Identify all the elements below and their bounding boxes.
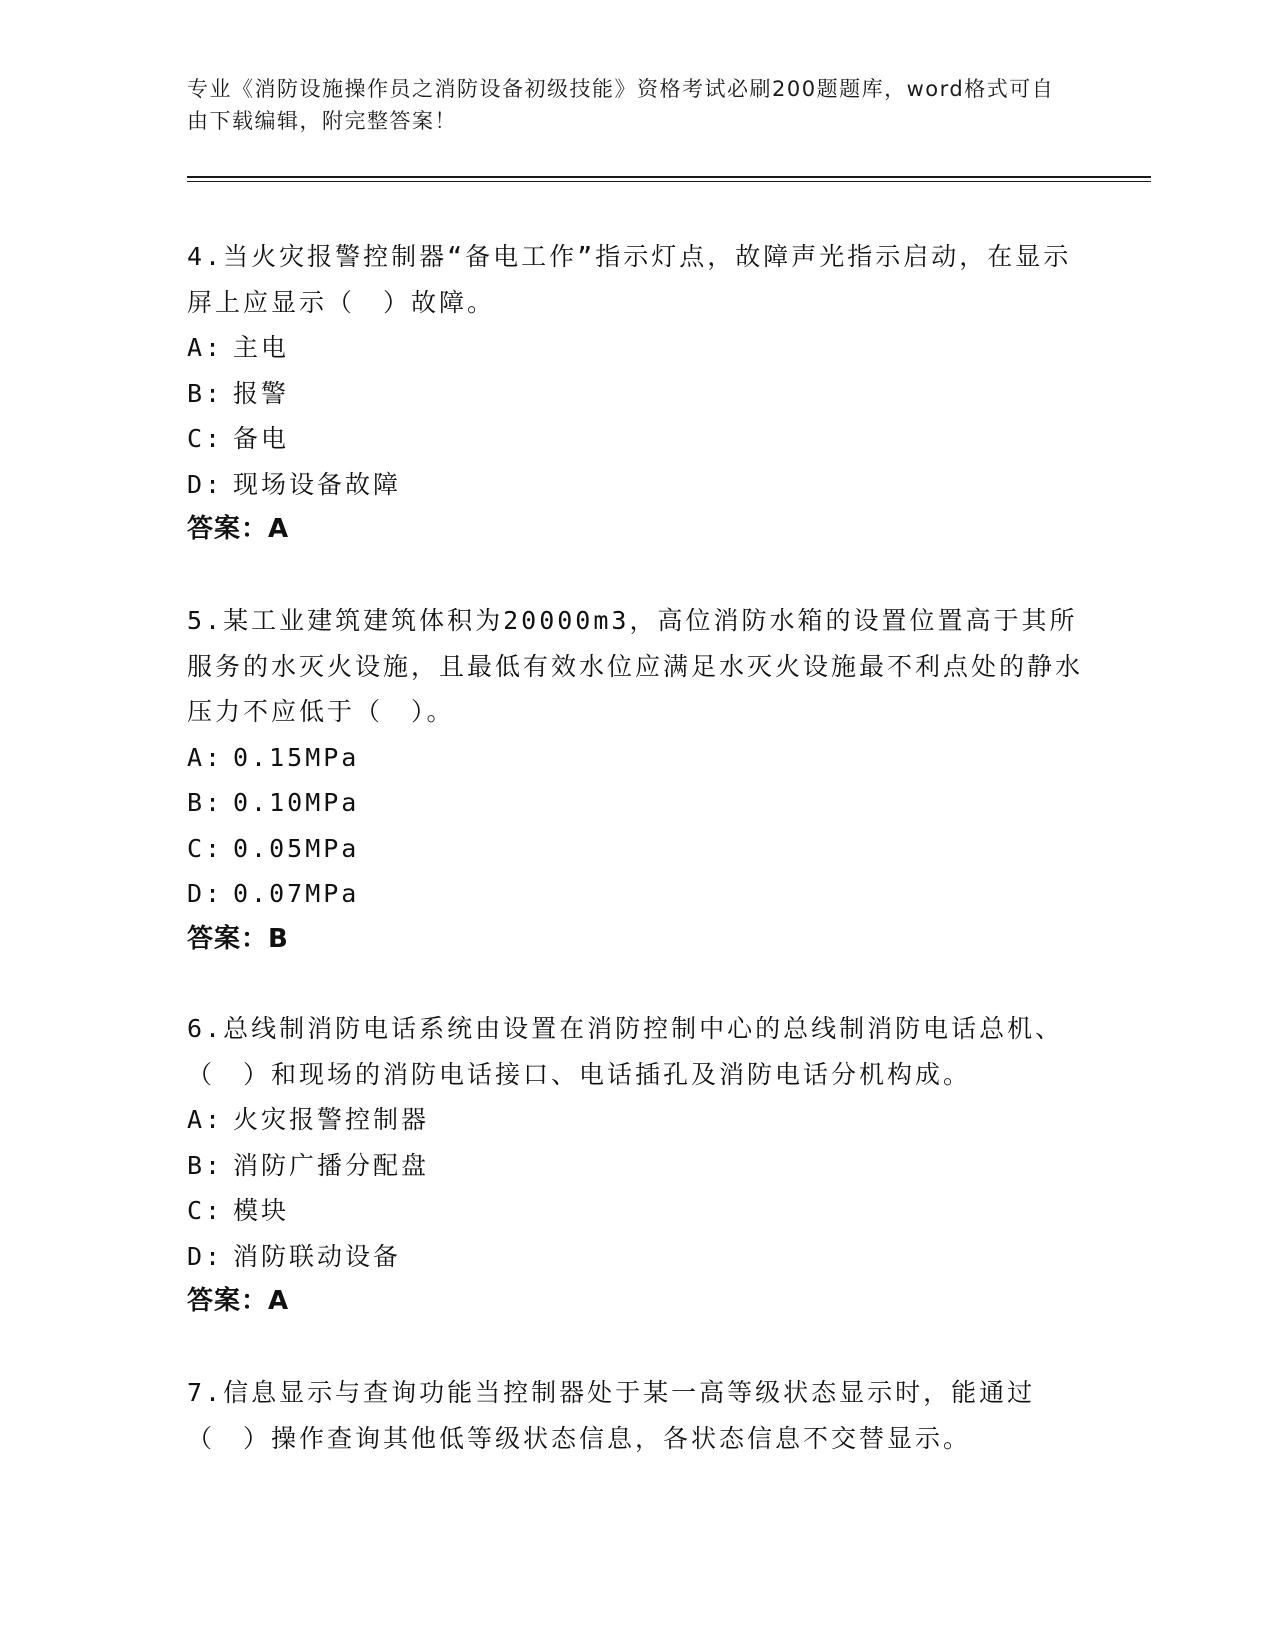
option-c — [187, 1188, 1087, 1234]
option-b — [187, 371, 1087, 417]
question-4 — [187, 234, 1087, 553]
question-stem: 4.当火灾报警控制器“备电工作”指示灯点，故障声光指示启动，在显示屏上应显示（ ）故障。 — [187, 242, 1072, 317]
option-letter: A: — [187, 333, 224, 362]
option-text: 0.10MPa — [233, 788, 360, 817]
option-d — [187, 871, 1087, 917]
option-a — [187, 1097, 1087, 1143]
option-b — [187, 1143, 1087, 1189]
option-a — [187, 325, 1087, 371]
option-b — [187, 780, 1087, 826]
option-letter: C: — [187, 1196, 224, 1225]
answer-line: 答案：B — [187, 923, 289, 954]
option-text: 火灾报警控制器 — [233, 1105, 430, 1134]
option-text: 报警 — [233, 378, 290, 408]
header-divider-thick — [187, 176, 1151, 178]
question-stem: 6.总线制消防电话系统由设置在消防控制中心的总线制消防电话总机、（ ）和现场的消防电话接口、电话插孔及消防电话分机构成。 — [187, 1014, 1064, 1089]
option-letter: A: — [187, 1105, 224, 1134]
answer-line: 答案：A — [187, 514, 290, 544]
question-stem: 7.信息显示与查询功能当控制器处于某一高等级状态显示时，能通过（ ）操作查询其他低等级状态信息，各状态信息不交替显示。 — [187, 1378, 1036, 1453]
question-stem: 5.某工业建筑建筑体积为20000m3，高位消防水箱的设置位置高于其所服务的水灭火设施，且最低有效水位应满足水灭火设施最不利点处的静水压力不应低于（ ）。 — [187, 606, 1084, 726]
option-text: 消防联动设备 — [233, 1241, 402, 1271]
option-letter: D: — [187, 879, 224, 908]
header-divider-thin — [187, 181, 1151, 182]
option-letter: B: — [187, 378, 224, 408]
option-letter: B: — [187, 788, 224, 817]
option-text: 现场设备故障 — [233, 469, 402, 499]
option-letter: D: — [187, 1241, 224, 1271]
option-letter: C: — [187, 833, 224, 863]
option-text: 0.15MPa — [233, 742, 360, 772]
option-text: 0.07MPa — [233, 879, 360, 908]
option-text: 消防广播分配盘 — [233, 1150, 430, 1180]
option-letter: D: — [187, 469, 224, 499]
option-text: 备电 — [233, 424, 290, 453]
question-7 — [187, 1370, 1087, 1461]
option-text: 主电 — [233, 333, 290, 362]
document-header: 专业《消防设施操作员之消防设备初级技能》资格考试必刷200题题库，word格式可自由下载编辑，附完整答案！ — [187, 77, 1055, 133]
option-text: 模块 — [233, 1196, 290, 1225]
option-d — [187, 462, 1087, 508]
option-c — [187, 826, 1087, 872]
option-a — [187, 735, 1087, 781]
option-text: 0.05MPa — [233, 833, 360, 863]
option-c — [187, 416, 1087, 462]
option-letter: C: — [187, 424, 224, 453]
question-6 — [187, 1006, 1087, 1325]
question-5 — [187, 598, 1087, 962]
answer-line: 答案：A — [187, 1286, 290, 1316]
option-letter: A: — [187, 742, 224, 772]
option-d — [187, 1234, 1087, 1280]
option-letter: B: — [187, 1150, 224, 1180]
